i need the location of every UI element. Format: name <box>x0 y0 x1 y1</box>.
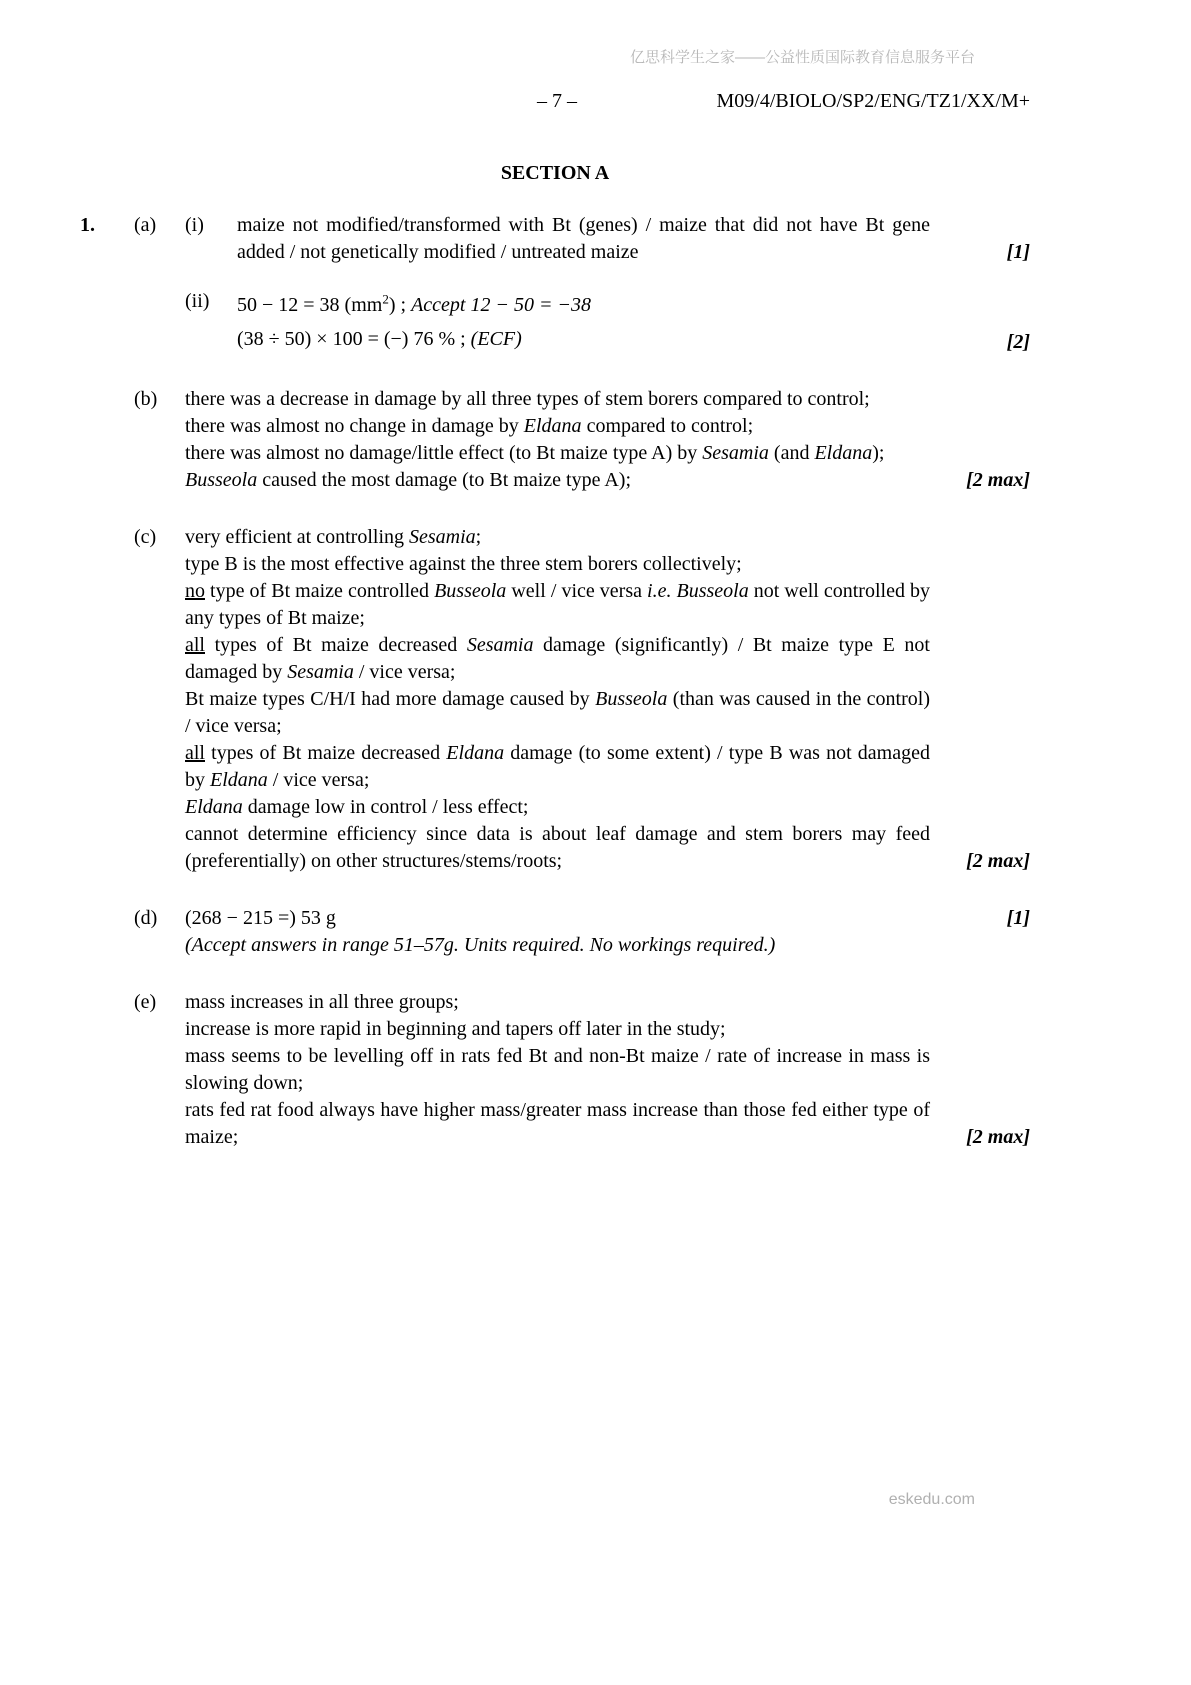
marks-badge: [1] <box>1006 907 1030 929</box>
point-text: there was almost no damage/little effect (to Bt maize type A) by Sesamia (and Eldana); <box>185 442 885 464</box>
part-label: (c) <box>134 526 157 548</box>
part-label: (a) <box>134 214 157 236</box>
part-e <box>134 989 1030 1151</box>
part-label: (e) <box>134 991 157 1013</box>
point-text: maize not modified/transformed with Bt (genes) / maize that did not have Bt gene added / not genetically modified / untreated maize <box>237 214 930 263</box>
top-watermark: 亿思科学生之家——公益性质国际教育信息服务平台 <box>629 49 975 66</box>
marking-point <box>185 821 1030 875</box>
point-text: Busseola caused the most damage (to Bt maize type A); <box>185 469 631 491</box>
marking-point <box>185 1097 1030 1151</box>
point-text: all types of Bt maize decreased Eldana damage (to some extent) / type B was not damaged by Eldana / vice versa; <box>185 742 930 791</box>
marking-point <box>185 578 1030 632</box>
point-text: rats fed rat food always have higher mass/greater mass increase than those fed either type of maize; <box>185 1099 930 1148</box>
part-a-sub-i <box>185 212 1030 266</box>
point-text: cannot determine efficiency since data is about leaf damage and stem borers may feed (preferentially) on other structures/stems/roots; <box>185 823 930 872</box>
question-number: 1. <box>80 214 95 236</box>
marks-badge: [2 max] <box>966 469 1030 491</box>
marking-point <box>237 322 1030 356</box>
marking-point <box>185 440 1030 467</box>
point-text: 50 − 12 = 38 $(mm^2)$ ; Accept 12 − 50 = −38 <box>237 291 591 316</box>
question-1 <box>80 212 1030 1151</box>
point-text: very efficient at controlling Sesamia; <box>185 526 482 548</box>
part-a-sub-ii <box>185 288 1030 356</box>
marking-point <box>185 686 1030 740</box>
part-d <box>134 905 1030 959</box>
marking-point <box>185 1016 1030 1043</box>
marking-point <box>185 1043 1030 1097</box>
paper-code: M09/4/BIOLO/SP2/ENG/TZ1/XX/M+ <box>716 90 1030 112</box>
section-title: SECTION A <box>500 162 610 184</box>
marks-badge: [1] <box>1006 241 1030 263</box>
sub-label: (i) <box>185 214 204 236</box>
question-body <box>134 212 1030 1151</box>
marking-point <box>185 794 1030 821</box>
marking-point <box>185 524 1030 551</box>
point-text: there was almost no change in damage by Eldana compared to control; <box>185 415 754 437</box>
marking-point <box>185 740 1030 794</box>
point-text: mass seems to be levelling off in rats fed Bt and non-Bt maize / rate of increase in mass is slowing down; <box>185 1045 930 1094</box>
part-a <box>134 212 1030 356</box>
marks-badge: [2 max] <box>966 1126 1030 1148</box>
point-text: (268 − 215 =) 53 g <box>185 907 336 929</box>
point-text: type B is the most effective against the three stem borers collectively; <box>185 553 742 575</box>
marking-point <box>185 932 1030 959</box>
point-text: increase is more rapid in beginning and tapers off later in the study; <box>185 1018 726 1040</box>
point-text: no type of Bt maize controlled Busseola well / vice versa i.e. Busseola not well controlled by any types of Bt maize; <box>185 580 931 629</box>
point-text: all types of Bt maize decreased Sesamia damage (significantly) / Bt maize type E not damaged by Sesamia / vice versa; <box>185 634 930 683</box>
point-text: mass increases in all three groups; <box>185 991 459 1013</box>
marks-badge: [2 max] <box>966 850 1030 872</box>
page-number: – 7 – <box>537 90 577 112</box>
point-text: (38 ÷ 50) × 100 = (−) 76 % ; (ECF) <box>237 328 522 350</box>
sub-label: (ii) <box>185 290 210 312</box>
part-label: (d) <box>134 907 158 929</box>
point-text: Bt maize types C/H/I had more damage caused by Busseola (than was caused in the control) / vice versa; <box>185 688 930 737</box>
bottom-watermark: eskedu.com <box>888 1491 975 1508</box>
marks-badge: [2] <box>1006 331 1030 353</box>
point-text: Eldana damage low in control / less effect; <box>185 796 529 818</box>
marking-point <box>185 413 1030 440</box>
part-label: (b) <box>134 388 158 410</box>
marking-point <box>185 989 1030 1016</box>
part-c <box>134 524 1030 875</box>
part-b <box>134 386 1030 494</box>
marking-point <box>185 386 1030 413</box>
markscheme-content <box>80 212 1030 1151</box>
point-text: (Accept answers in range 51–57g. Units required. No workings required.) <box>185 934 776 956</box>
marking-point <box>185 551 1030 578</box>
point-text: there was a decrease in damage by all three types of stem borers compared to control; <box>185 388 870 410</box>
marking-point <box>185 632 1030 686</box>
marking-point <box>237 288 1030 322</box>
marking-point <box>237 212 1030 266</box>
marking-point <box>185 467 1030 494</box>
marking-point <box>185 905 1030 932</box>
